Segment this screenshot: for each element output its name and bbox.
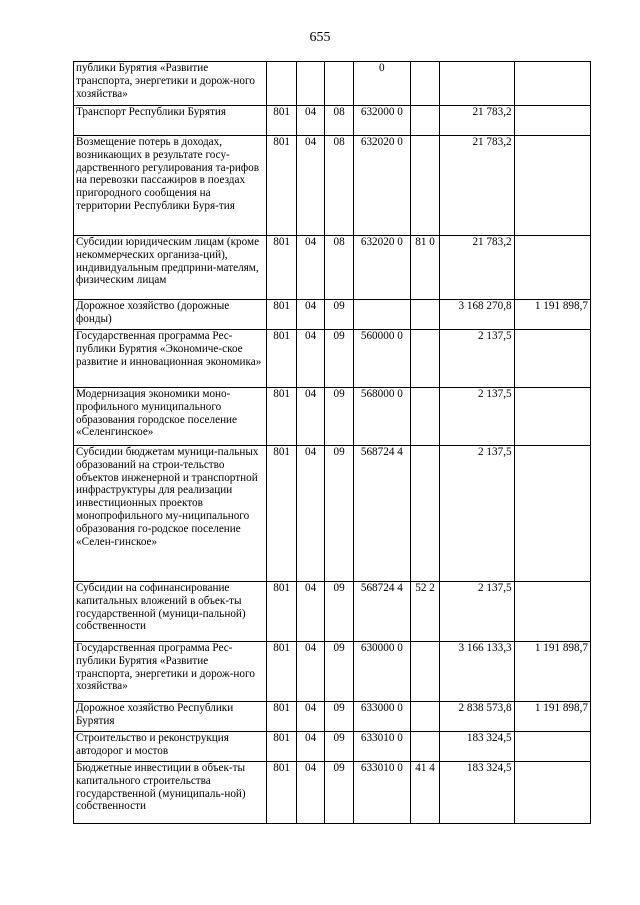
row-expense-type: 81 0 [410,236,440,300]
row-amount-2017 [514,582,590,642]
row-section: 04 [296,702,324,732]
row-amount-2017 [514,446,590,582]
row-name: Субсидии на софинансирование капитальных вложений в объек-ты государственной (муници-пальной) собственности [74,582,267,642]
row-ministry: 801 [267,106,297,136]
row-subsection [325,62,353,106]
table-row [74,106,591,136]
row-name: Строительство и реконструкция автодорог и мостов [74,732,267,762]
row-target: 560000 0 [353,330,410,388]
table-row [74,642,591,702]
row-name: Возмещение потерь в доходах, возникающих в результате госу-дарственного регулирования та-рифов на перевозки пассажиров в поездах пригородного сообщения на территории Республики Буря-тия [74,136,267,236]
row-section: 04 [296,330,324,388]
table-row [74,702,591,732]
row-name: Модернизация экономики моно-профильного муниципального образования городское поселение «Селенгинское» [74,388,267,446]
row-subsection: 09 [325,582,353,642]
row-subsection: 09 [325,388,353,446]
row-subsection: 08 [325,106,353,136]
row-ministry: 801 [267,330,297,388]
row-expense-type [410,136,440,236]
row-section: 04 [296,236,324,300]
row-ministry: 801 [267,642,297,702]
row-expense-type [410,106,440,136]
table-row [74,62,591,106]
row-target: 633010 0 [353,732,410,762]
row-target: 632020 0 [353,236,410,300]
row-ministry: 801 [267,388,297,446]
row-amount-2017: 1 191 898,7 [514,702,590,732]
row-amount-2016: 2 137,5 [440,446,514,582]
row-expense-type [410,300,440,330]
row-target: 632020 0 [353,136,410,236]
row-section: 04 [296,732,324,762]
row-target: 568000 0 [353,388,410,446]
row-ministry: 801 [267,300,297,330]
row-amount-2016: 21 783,2 [440,106,514,136]
row-amount-2016: 21 783,2 [440,136,514,236]
row-amount-2017 [514,762,590,824]
row-amount-2016: 183 324,5 [440,732,514,762]
row-amount-2016: 3 166 133,3 [440,642,514,702]
row-subsection: 09 [325,702,353,732]
row-ministry: 801 [267,702,297,732]
row-subsection: 09 [325,300,353,330]
row-expense-type: 41 4 [410,762,440,824]
row-amount-2016: 2 838 573,8 [440,702,514,732]
row-section: 04 [296,582,324,642]
row-name: Государственная программа Рес-публики Бурятия «Развитие транспорта, энергетики и дорож-ного хозяйства» [74,642,267,702]
row-name: Транспорт Республики Бурятия [74,106,267,136]
row-section: 04 [296,106,324,136]
row-amount-2017 [514,136,590,236]
row-amount-2017 [514,388,590,446]
row-expense-type [410,62,440,106]
row-expense-type [410,732,440,762]
row-section: 04 [296,762,324,824]
row-expense-type [410,642,440,702]
row-ministry: 801 [267,136,297,236]
row-ministry: 801 [267,446,297,582]
row-target: 568724 4 [353,582,410,642]
row-name: Субсидии бюджетам муници-пальных образований на строи-тельство объектов инженерной и транспортной инфраструктуры для реализации инвестиционных проектов монопрофильного му-ниципального образования го-родское поселение «Селен-гинское» [74,446,267,582]
budget-table [73,61,591,824]
row-section [296,62,324,106]
row-ministry [267,62,297,106]
table-row [74,300,591,330]
row-section: 04 [296,136,324,236]
row-expense-type [410,702,440,732]
page-number: 655 [309,30,331,45]
row-subsection: 08 [325,136,353,236]
row-amount-2016: 21 783,2 [440,236,514,300]
row-subsection: 09 [325,446,353,582]
row-section: 04 [296,446,324,582]
row-name: Государственная программа Рес-публики Бурятия «Экономиче-ское развитие и инновационная экономика» [74,330,267,388]
row-ministry: 801 [267,582,297,642]
table-row [74,446,591,582]
row-amount-2016: 2 137,5 [440,582,514,642]
row-target: 633000 0 [353,702,410,732]
row-subsection: 09 [325,732,353,762]
row-ministry: 801 [267,732,297,762]
row-amount-2016 [440,62,514,106]
row-target: 632000 0 [353,106,410,136]
row-section: 04 [296,300,324,330]
row-name: Дорожное хозяйство (дорожные фонды) [74,300,267,330]
row-target: 630000 0 [353,642,410,702]
row-subsection: 09 [325,330,353,388]
row-section: 04 [296,642,324,702]
table-row [74,582,591,642]
row-amount-2016: 2 137,5 [440,388,514,446]
row-name: Дорожное хозяйство Республики Бурятия [74,702,267,732]
row-amount-2017 [514,330,590,388]
row-name: публики Бурятия «Развитие транспорта, энергетики и дорож-ного хозяйства» [74,62,267,106]
row-subsection: 09 [325,642,353,702]
table-row [74,732,591,762]
row-amount-2016: 183 324,5 [440,762,514,824]
row-ministry: 801 [267,236,297,300]
table-row [74,330,591,388]
table-row [74,762,591,824]
row-expense-type [410,446,440,582]
row-amount-2017 [514,62,590,106]
row-section: 04 [296,388,324,446]
table-row [74,136,591,236]
row-amount-2016: 2 137,5 [440,330,514,388]
row-amount-2016: 3 168 270,8 [440,300,514,330]
row-amount-2017 [514,106,590,136]
row-amount-2017: 1 191 898,7 [514,642,590,702]
row-name: Субсидии юридическим лицам (кроме некоммерческих организа-ций), индивидуальным предприни-мателям, физическим лицам [74,236,267,300]
row-expense-type [410,388,440,446]
table-row [74,236,591,300]
row-amount-2017 [514,732,590,762]
row-expense-type [410,330,440,388]
row-target: 568724 4 [353,446,410,582]
row-amount-2017 [514,236,590,300]
row-target [353,300,410,330]
table-row [74,388,591,446]
row-subsection: 08 [325,236,353,300]
row-expense-type: 52 2 [410,582,440,642]
row-amount-2017: 1 191 898,7 [514,300,590,330]
row-ministry: 801 [267,762,297,824]
row-target: 0 [353,62,410,106]
row-target: 633010 0 [353,762,410,824]
row-name: Бюджетные инвестиции в объек-ты капитального строительства государственной (муниципаль-ной) собственности [74,762,267,824]
row-subsection: 09 [325,762,353,824]
